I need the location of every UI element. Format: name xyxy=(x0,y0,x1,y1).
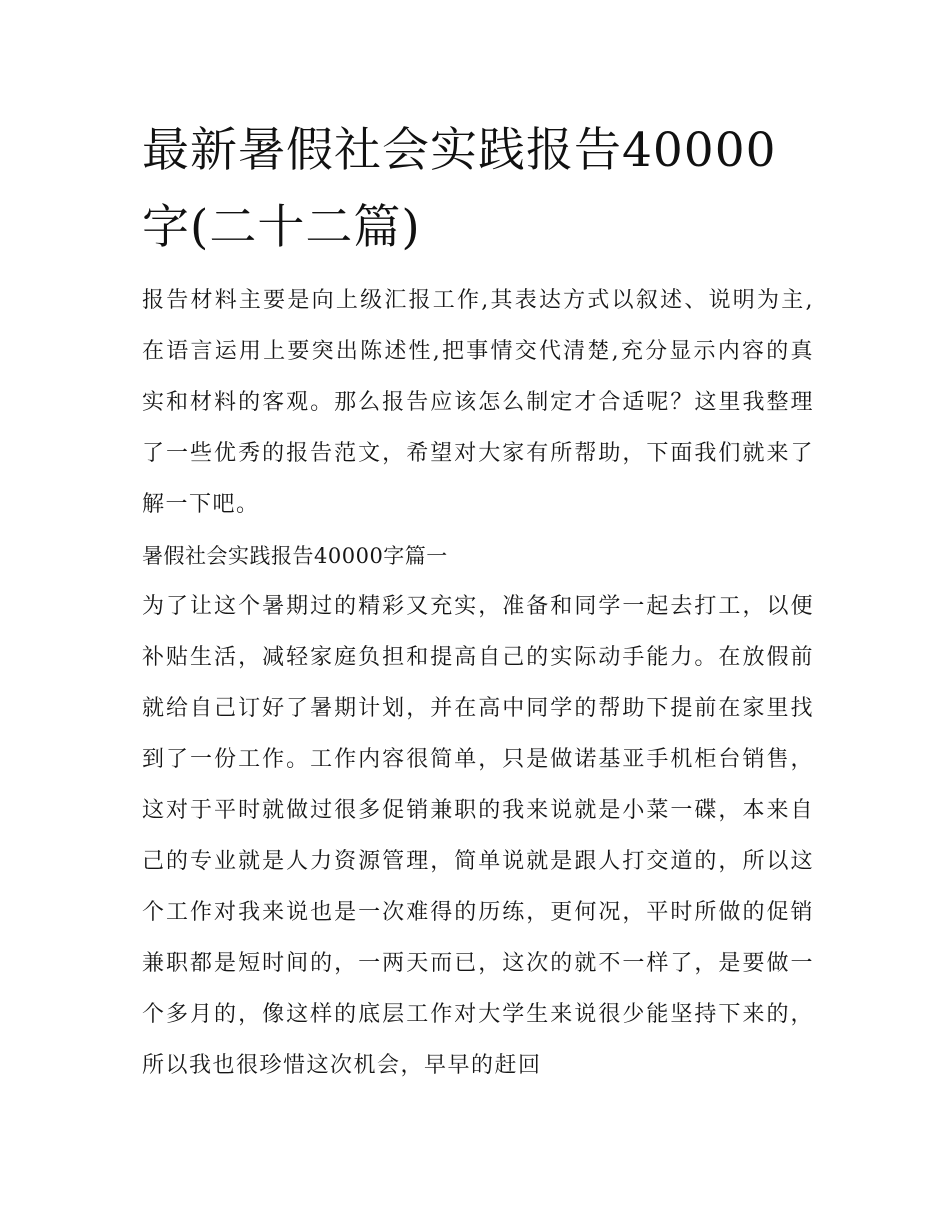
intro-paragraph: 报告材料主要是向上级汇报工作,其表达方式以叙述、说明为主,在语言运用上要突出陈述性,把事情交代清楚,充分显示内容的真实和材料的客观。那么报告应该怎么制定才合适呢？这里我整理了一些优秀的报告范文，希望对大家有所帮助，下面我们就来了解一下吧。 xyxy=(142,288,814,517)
document-title: 最新暑假社会实践报告40000字(二十二篇) xyxy=(142,123,777,255)
section-heading: 暑假社会实践报告40000字篇一 xyxy=(142,544,448,568)
section-paragraph: 为了让这个暑期过的精彩又充实，准备和同学一起去打工，以便补贴生活，减轻家庭负担和提高自己的实际动手能力。在放假前就给自己订好了暑期计划，并在高中同学的帮助下提前在家里找到了一份工作。工作内容很简单，只是做诺基亚手机柜台销售，这对于平时就做过很多促销兼职的我来说就是小菜一碟，本来自己的专业就是人力资源管理，简单说就是跟人打交道的，所以这个工作对我来说也是一次难得的历练，更何况，平时所做的促销兼职都是短时间的，一两天而已，这次的就不一样了，是要做一个多月的，像这样的底层工作对大学生来说很少能坚持下来的，所以我也很珍惜这次机会，早早的赶回 xyxy=(142,594,814,1078)
